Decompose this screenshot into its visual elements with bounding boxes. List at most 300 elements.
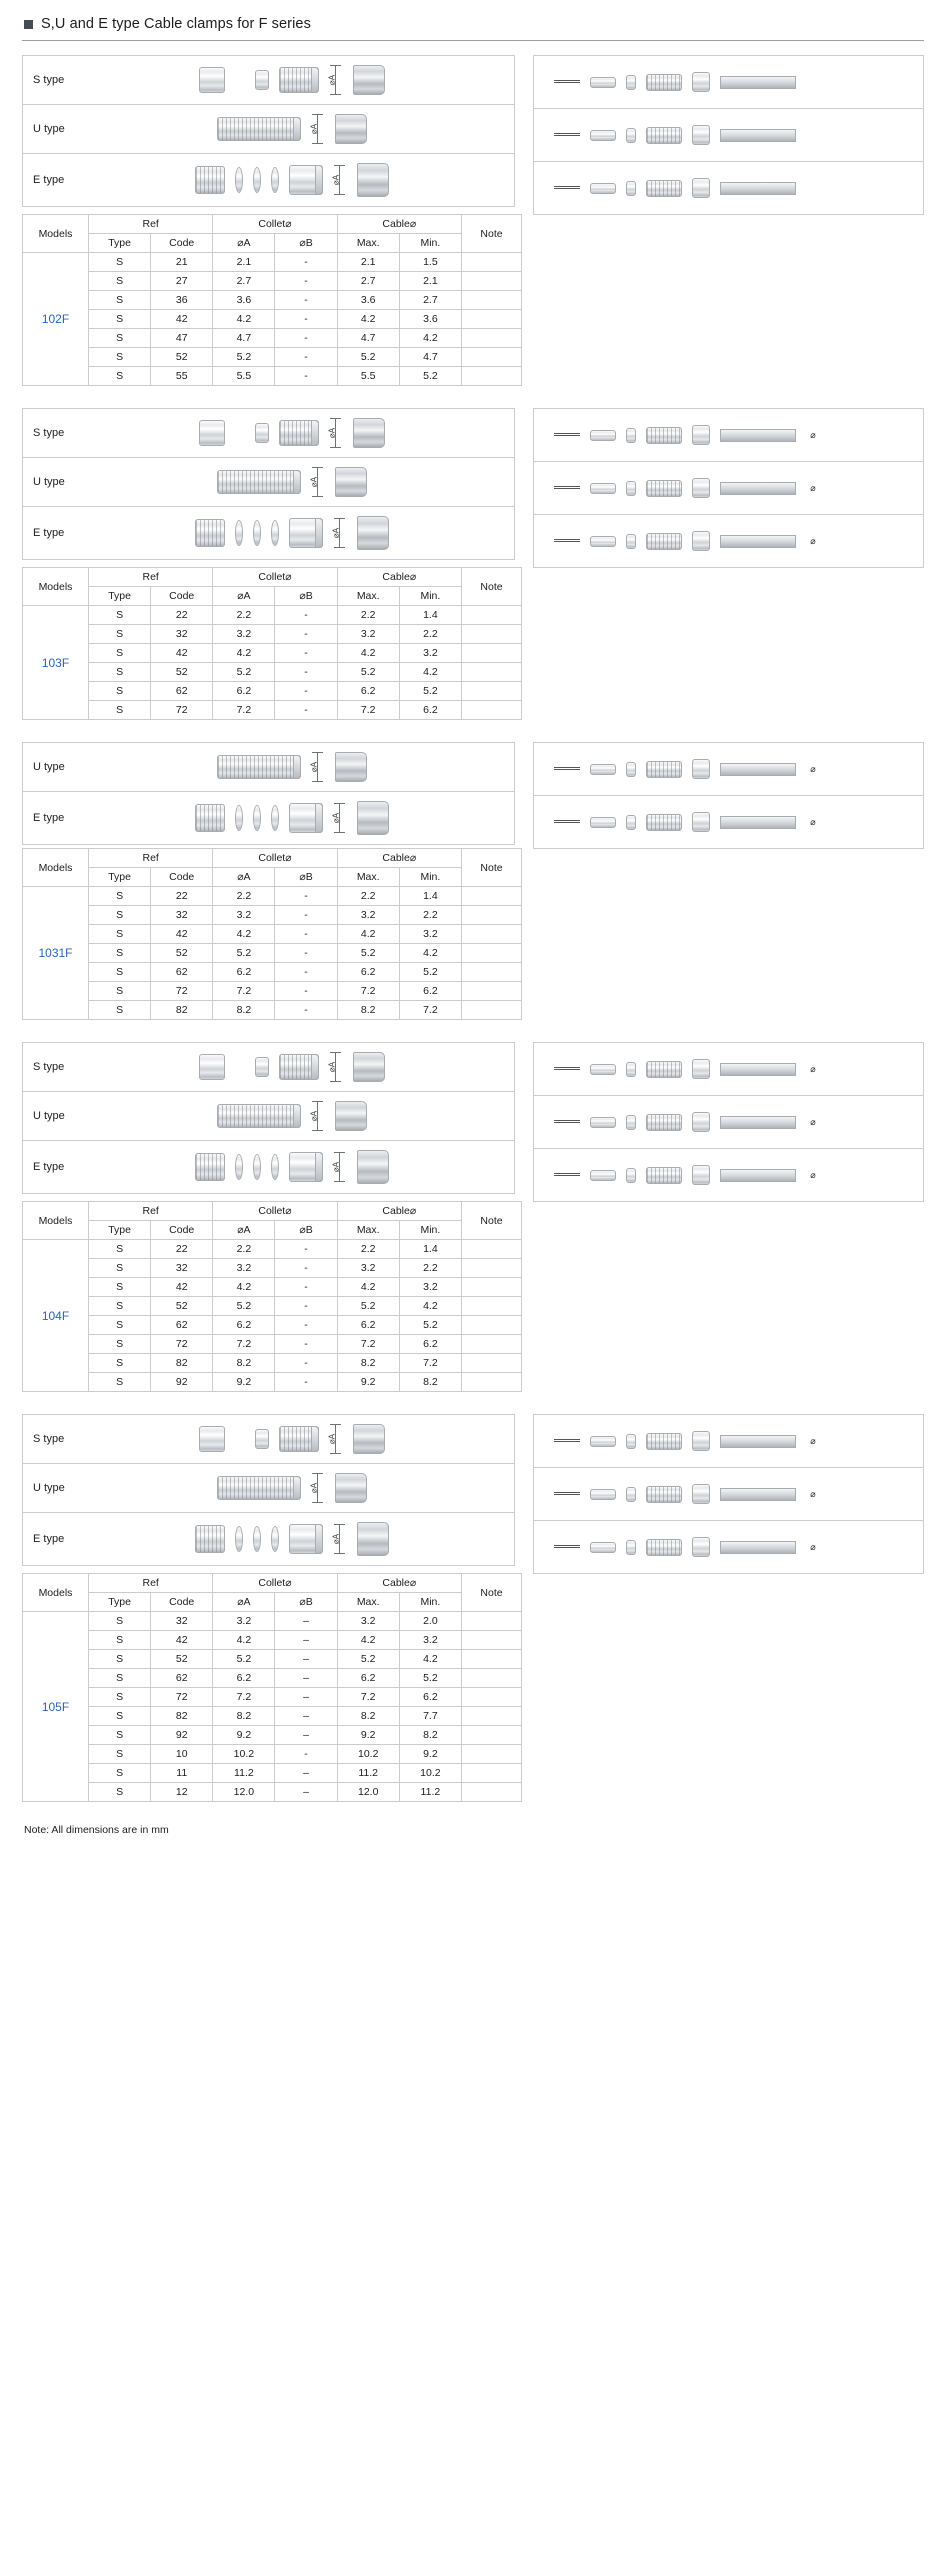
- cell-note: [462, 606, 522, 625]
- diagram-panel-e: [22, 1140, 515, 1194]
- table-subheader-row: [23, 234, 522, 253]
- cell-diameter-a: 8.2: [213, 1001, 275, 1020]
- cell-note: [462, 701, 522, 720]
- panel-type-label: U type: [33, 123, 65, 135]
- wire-icon: [554, 1120, 580, 1125]
- cell-max: 3.2: [337, 1612, 399, 1631]
- cell-note: [462, 1669, 522, 1688]
- cell-min: 8.2: [399, 1726, 461, 1745]
- cell-note: [462, 1688, 522, 1707]
- th-diameter-b: ⌀B: [275, 234, 337, 253]
- table-row: [23, 1297, 522, 1316]
- cell-code: 52: [151, 348, 213, 367]
- diagram-row: [22, 1414, 924, 1573]
- cell-code: 82: [151, 1707, 213, 1726]
- cell-min: 7.2: [399, 1354, 461, 1373]
- cell-min: 2.2: [399, 625, 461, 644]
- th-note: Note: [462, 215, 522, 253]
- assembly-view: [534, 743, 923, 795]
- cell-code: 21: [151, 253, 213, 272]
- cable-part: [720, 1541, 796, 1554]
- cell-note: [462, 944, 522, 963]
- cell-min: 2.2: [399, 1259, 461, 1278]
- cell-max: 3.6: [337, 291, 399, 310]
- dimension-marker: ⌀A: [329, 1052, 343, 1082]
- diameter-label: ⌀: [810, 816, 816, 827]
- exploded-view: [23, 1415, 514, 1463]
- cell-diameter-b: -: [275, 253, 337, 272]
- cell-note: [462, 1316, 522, 1335]
- clamp-part: [289, 1524, 323, 1554]
- assembly-part: [590, 183, 616, 194]
- assembly-part: [626, 815, 636, 830]
- th-models: Models: [23, 215, 89, 253]
- panel-type-label: S type: [33, 1061, 65, 1073]
- cell-diameter-b: -: [275, 1259, 337, 1278]
- diagram-row: [22, 1042, 924, 1201]
- clamp-part: [255, 1429, 269, 1449]
- o-ring-part: [271, 167, 279, 193]
- cell-min: 1.5: [399, 253, 461, 272]
- cell-diameter-b: –: [275, 1612, 337, 1631]
- assembly-part: [590, 1436, 616, 1447]
- assembly-part: [626, 1062, 636, 1077]
- cell-type: S: [89, 1688, 151, 1707]
- cable-part: [720, 1063, 796, 1076]
- cell-diameter-a: 5.2: [213, 663, 275, 682]
- exploded-view: [23, 154, 514, 206]
- o-ring-part: [253, 1526, 261, 1552]
- cell-diameter-b: -: [275, 272, 337, 291]
- th-models: Models: [23, 1202, 89, 1240]
- cell-min: 2.7: [399, 291, 461, 310]
- right-diagram-column: [533, 1414, 924, 1573]
- wire-icon: [554, 133, 580, 138]
- assembly-part: [590, 483, 616, 494]
- cell-diameter-b: -: [275, 982, 337, 1001]
- table-row: [23, 682, 522, 701]
- diagram-panel-s: [22, 408, 515, 458]
- cell-max: 11.2: [337, 1764, 399, 1783]
- clamp-part: [289, 518, 323, 548]
- cell-max: 5.2: [337, 1650, 399, 1669]
- wire-icon: [554, 186, 580, 191]
- cell-diameter-a: 8.2: [213, 1707, 275, 1726]
- cell-max: 6.2: [337, 1669, 399, 1688]
- table-row: [23, 963, 522, 982]
- cell-type: S: [89, 644, 151, 663]
- clamp-part: [199, 67, 225, 93]
- th-diameter-a: ⌀A: [213, 1221, 275, 1240]
- clamp-part: [255, 423, 269, 443]
- cell-note: [462, 348, 522, 367]
- table-row: [23, 925, 522, 944]
- dimension-marker: ⌀A: [329, 65, 343, 95]
- cell-note: [462, 1297, 522, 1316]
- exploded-view: [23, 1092, 514, 1140]
- th-ref: Ref: [89, 1574, 213, 1593]
- cell-diameter-b: -: [275, 944, 337, 963]
- cell-diameter-b: -: [275, 1316, 337, 1335]
- cell-note: [462, 663, 522, 682]
- cell-max: 4.7: [337, 329, 399, 348]
- diagram-row: [22, 55, 924, 214]
- cell-code: 42: [151, 1278, 213, 1297]
- sections-host: [22, 55, 924, 1802]
- table-row: [23, 625, 522, 644]
- cell-diameter-a: 5.2: [213, 348, 275, 367]
- assembly-view: [534, 109, 923, 161]
- cell-note: [462, 682, 522, 701]
- cell-min: 5.2: [399, 963, 461, 982]
- cell-diameter-a: 2.1: [213, 253, 275, 272]
- assembly-part: [646, 427, 682, 444]
- cell-diameter-a: 4.2: [213, 925, 275, 944]
- cell-min: 2.0: [399, 1612, 461, 1631]
- table-row: [23, 272, 522, 291]
- cell-min: 3.6: [399, 310, 461, 329]
- cell-diameter-b: -: [275, 606, 337, 625]
- cell-type: S: [89, 1726, 151, 1745]
- clamp-part: [217, 1104, 301, 1128]
- th-ref: Ref: [89, 568, 213, 587]
- cell-note: [462, 1707, 522, 1726]
- page-header: [22, 14, 924, 40]
- cell-note: [462, 272, 522, 291]
- right-diagram-column: [533, 408, 924, 567]
- panel-type-label: E type: [33, 1533, 65, 1545]
- table-row: [23, 944, 522, 963]
- cable-part: [720, 429, 796, 442]
- diameter-label: ⌀: [810, 535, 816, 546]
- cable-part: [720, 763, 796, 776]
- assembly-part: [646, 1061, 682, 1078]
- right-diagram-column: [533, 55, 924, 214]
- table-row: [23, 1745, 522, 1764]
- cell-min: 5.2: [399, 1316, 461, 1335]
- dimension-marker: ⌀A: [333, 1152, 347, 1182]
- cell-diameter-b: -: [275, 963, 337, 982]
- cell-type: S: [89, 1297, 151, 1316]
- cell-diameter-a: 4.2: [213, 1631, 275, 1650]
- clamp-part: [195, 804, 225, 832]
- cell-min: 5.2: [399, 682, 461, 701]
- clamp-part: [353, 1052, 385, 1082]
- assembly-part: [590, 1489, 616, 1500]
- clamp-part: [353, 1424, 385, 1454]
- cell-diameter-b: –: [275, 1669, 337, 1688]
- cell-code: 92: [151, 1373, 213, 1392]
- panel-type-label: S type: [33, 74, 65, 86]
- clamp-part: [217, 470, 301, 494]
- cell-code: 62: [151, 1316, 213, 1335]
- th-cable: Cable⌀: [337, 215, 461, 234]
- cell-note: [462, 625, 522, 644]
- clamp-part: [357, 516, 389, 550]
- clamp-part: [199, 1426, 225, 1452]
- cell-min: 7.7: [399, 1707, 461, 1726]
- assembly-part: [590, 817, 616, 828]
- th-code: Code: [151, 1221, 213, 1240]
- spec-table: [22, 567, 522, 720]
- cell-note: [462, 1278, 522, 1297]
- cell-type: S: [89, 625, 151, 644]
- cell-min: 1.4: [399, 887, 461, 906]
- diameter-label: ⌀: [810, 1169, 816, 1180]
- assembly-part: [626, 181, 636, 196]
- cell-diameter-a: 4.7: [213, 329, 275, 348]
- cell-min: 5.2: [399, 1669, 461, 1688]
- cell-code: 52: [151, 663, 213, 682]
- clamp-part: [279, 1426, 319, 1452]
- diagram-panel-s: [22, 55, 515, 105]
- assembly-part: [626, 1434, 636, 1449]
- assembly-panel: [533, 742, 924, 796]
- table-header-row: [23, 1202, 522, 1221]
- diameter-label: ⌀: [810, 763, 816, 774]
- th-models: Models: [23, 1574, 89, 1612]
- cell-note: [462, 1240, 522, 1259]
- assembly-part: [646, 74, 682, 91]
- diagram-panel-u: [22, 1463, 515, 1513]
- table-row: [23, 1783, 522, 1802]
- assembly-part: [646, 1114, 682, 1131]
- th-min: Min.: [399, 587, 461, 606]
- cell-diameter-a: 3.2: [213, 1259, 275, 1278]
- table-row: [23, 1726, 522, 1745]
- clamp-part: [357, 801, 389, 835]
- cell-min: 6.2: [399, 701, 461, 720]
- cell-max: 4.2: [337, 925, 399, 944]
- dimension-marker: ⌀A: [333, 1524, 347, 1554]
- cell-note: [462, 925, 522, 944]
- th-collet: Collet⌀: [213, 849, 337, 868]
- clamp-part: [195, 519, 225, 547]
- assembly-part: [692, 178, 710, 198]
- clamp-part: [217, 755, 301, 779]
- model-section: [22, 55, 924, 386]
- cell-diameter-a: 4.2: [213, 644, 275, 663]
- o-ring-part: [235, 167, 243, 193]
- wire-icon: [554, 767, 580, 772]
- wire-icon: [554, 80, 580, 85]
- cell-max: 8.2: [337, 1707, 399, 1726]
- clamp-part: [199, 1054, 225, 1080]
- cell-min: 4.2: [399, 944, 461, 963]
- cell-note: [462, 310, 522, 329]
- cell-type: S: [89, 329, 151, 348]
- table-row: [23, 1335, 522, 1354]
- cell-diameter-b: -: [275, 348, 337, 367]
- panel-type-label: E type: [33, 174, 65, 186]
- o-ring-part: [235, 805, 243, 831]
- exploded-view: [23, 743, 514, 791]
- cell-code: 36: [151, 291, 213, 310]
- clamp-part: [357, 1522, 389, 1556]
- right-diagram-column: [533, 742, 924, 848]
- cell-diameter-b: -: [275, 367, 337, 386]
- cell-code: 62: [151, 963, 213, 982]
- diagram-panel-u: [22, 1091, 515, 1141]
- cell-type: S: [89, 1278, 151, 1297]
- cell-min: 8.2: [399, 1373, 461, 1392]
- cell-max: 8.2: [337, 1354, 399, 1373]
- cell-diameter-a: 5.5: [213, 367, 275, 386]
- table-row: [23, 1316, 522, 1335]
- o-ring-part: [253, 805, 261, 831]
- cell-diameter-b: -: [275, 1240, 337, 1259]
- assembly-panel: [533, 514, 924, 568]
- o-ring-part: [235, 520, 243, 546]
- th-note: Note: [462, 1574, 522, 1612]
- cell-code: 22: [151, 887, 213, 906]
- cell-min: 10.2: [399, 1764, 461, 1783]
- assembly-part: [626, 1168, 636, 1183]
- cell-min: 4.2: [399, 329, 461, 348]
- panel-type-label: E type: [33, 1161, 65, 1173]
- cell-diameter-a: 7.2: [213, 982, 275, 1001]
- model-name: 103F: [23, 606, 89, 720]
- table-row: [23, 1764, 522, 1783]
- assembly-view: [534, 1149, 923, 1201]
- exploded-view: [23, 1141, 514, 1193]
- cell-max: 4.2: [337, 310, 399, 329]
- cell-code: 22: [151, 1240, 213, 1259]
- assembly-part: [692, 812, 710, 832]
- panel-type-label: U type: [33, 1482, 65, 1494]
- wire-icon: [554, 820, 580, 825]
- th-diameter-b: ⌀B: [275, 868, 337, 887]
- spec-table: [22, 1201, 522, 1392]
- cell-max: 12.0: [337, 1783, 399, 1802]
- clamp-part: [199, 420, 225, 446]
- assembly-part: [692, 1059, 710, 1079]
- assembly-part: [590, 1064, 616, 1075]
- th-diameter-a: ⌀A: [213, 868, 275, 887]
- cell-diameter-a: 5.2: [213, 1650, 275, 1669]
- cell-code: 32: [151, 1612, 213, 1631]
- th-ref: Ref: [89, 215, 213, 234]
- exploded-view: [23, 1513, 514, 1565]
- assembly-part: [626, 428, 636, 443]
- clamp-part: [279, 1054, 319, 1080]
- dimension-marker: ⌀A: [311, 1101, 325, 1131]
- assembly-part: [626, 762, 636, 777]
- cell-diameter-b: -: [275, 310, 337, 329]
- cell-min: 1.4: [399, 606, 461, 625]
- th-max: Max.: [337, 234, 399, 253]
- table-row: [23, 1259, 522, 1278]
- cell-diameter-a: 2.2: [213, 606, 275, 625]
- cell-type: S: [89, 1707, 151, 1726]
- diagram-panel-e: [22, 153, 515, 207]
- assembly-part: [692, 1484, 710, 1504]
- diameter-label: ⌀: [810, 482, 816, 493]
- cell-type: S: [89, 606, 151, 625]
- th-min: Min.: [399, 1593, 461, 1612]
- cell-min: 2.2: [399, 906, 461, 925]
- th-max: Max.: [337, 868, 399, 887]
- assembly-panel: [533, 1042, 924, 1096]
- table-row: [23, 1354, 522, 1373]
- assembly-view: [534, 1415, 923, 1467]
- table-header-row: [23, 849, 522, 868]
- assembly-part: [590, 536, 616, 547]
- cell-code: 32: [151, 906, 213, 925]
- assembly-part: [590, 1170, 616, 1181]
- cell-diameter-a: 2.2: [213, 1240, 275, 1259]
- clamp-part: [255, 70, 269, 90]
- cell-type: S: [89, 1259, 151, 1278]
- model-name: 102F: [23, 253, 89, 386]
- cell-code: 42: [151, 310, 213, 329]
- cell-type: S: [89, 1316, 151, 1335]
- cell-min: 2.1: [399, 272, 461, 291]
- table-header-row: [23, 568, 522, 587]
- cell-diameter-a: 7.2: [213, 1688, 275, 1707]
- panel-type-label: E type: [33, 812, 65, 824]
- cell-diameter-b: -: [275, 625, 337, 644]
- cell-diameter-b: –: [275, 1764, 337, 1783]
- exploded-view: [23, 1464, 514, 1512]
- cell-max: 2.2: [337, 887, 399, 906]
- cell-type: S: [89, 1373, 151, 1392]
- o-ring-part: [271, 1526, 279, 1552]
- clamp-part: [217, 1476, 301, 1500]
- clamp-part: [357, 1150, 389, 1184]
- panel-type-label: E type: [33, 527, 65, 539]
- exploded-view: [23, 792, 514, 844]
- assembly-part: [646, 761, 682, 778]
- th-max: Max.: [337, 1593, 399, 1612]
- dimension-marker: ⌀A: [311, 114, 325, 144]
- dimension-marker: ⌀A: [333, 518, 347, 548]
- table-row: [23, 329, 522, 348]
- cell-max: 9.2: [337, 1373, 399, 1392]
- cell-code: 72: [151, 1688, 213, 1707]
- cell-code: 42: [151, 644, 213, 663]
- th-min: Min.: [399, 234, 461, 253]
- clamp-part: [353, 65, 385, 95]
- cell-max: 5.2: [337, 944, 399, 963]
- clamp-part: [353, 418, 385, 448]
- cable-part: [720, 182, 796, 195]
- cell-type: S: [89, 982, 151, 1001]
- assembly-part: [626, 1487, 636, 1502]
- table-row: [23, 1612, 522, 1631]
- o-ring-part: [271, 1154, 279, 1180]
- assembly-part: [646, 1433, 682, 1450]
- dimension-marker: ⌀A: [311, 1473, 325, 1503]
- th-note: Note: [462, 568, 522, 606]
- assembly-part: [692, 531, 710, 551]
- table-row: [23, 606, 522, 625]
- cell-type: S: [89, 1335, 151, 1354]
- spec-table: [22, 848, 522, 1020]
- cable-part: [720, 1435, 796, 1448]
- table-row: [23, 1650, 522, 1669]
- table-row: [23, 701, 522, 720]
- cell-max: 9.2: [337, 1726, 399, 1745]
- cell-type: S: [89, 906, 151, 925]
- dimension-marker: ⌀A: [329, 418, 343, 448]
- cell-type: S: [89, 272, 151, 291]
- th-code: Code: [151, 587, 213, 606]
- cell-min: 7.2: [399, 1001, 461, 1020]
- cell-max: 2.7: [337, 272, 399, 291]
- th-max: Max.: [337, 1221, 399, 1240]
- cell-diameter-a: 2.7: [213, 272, 275, 291]
